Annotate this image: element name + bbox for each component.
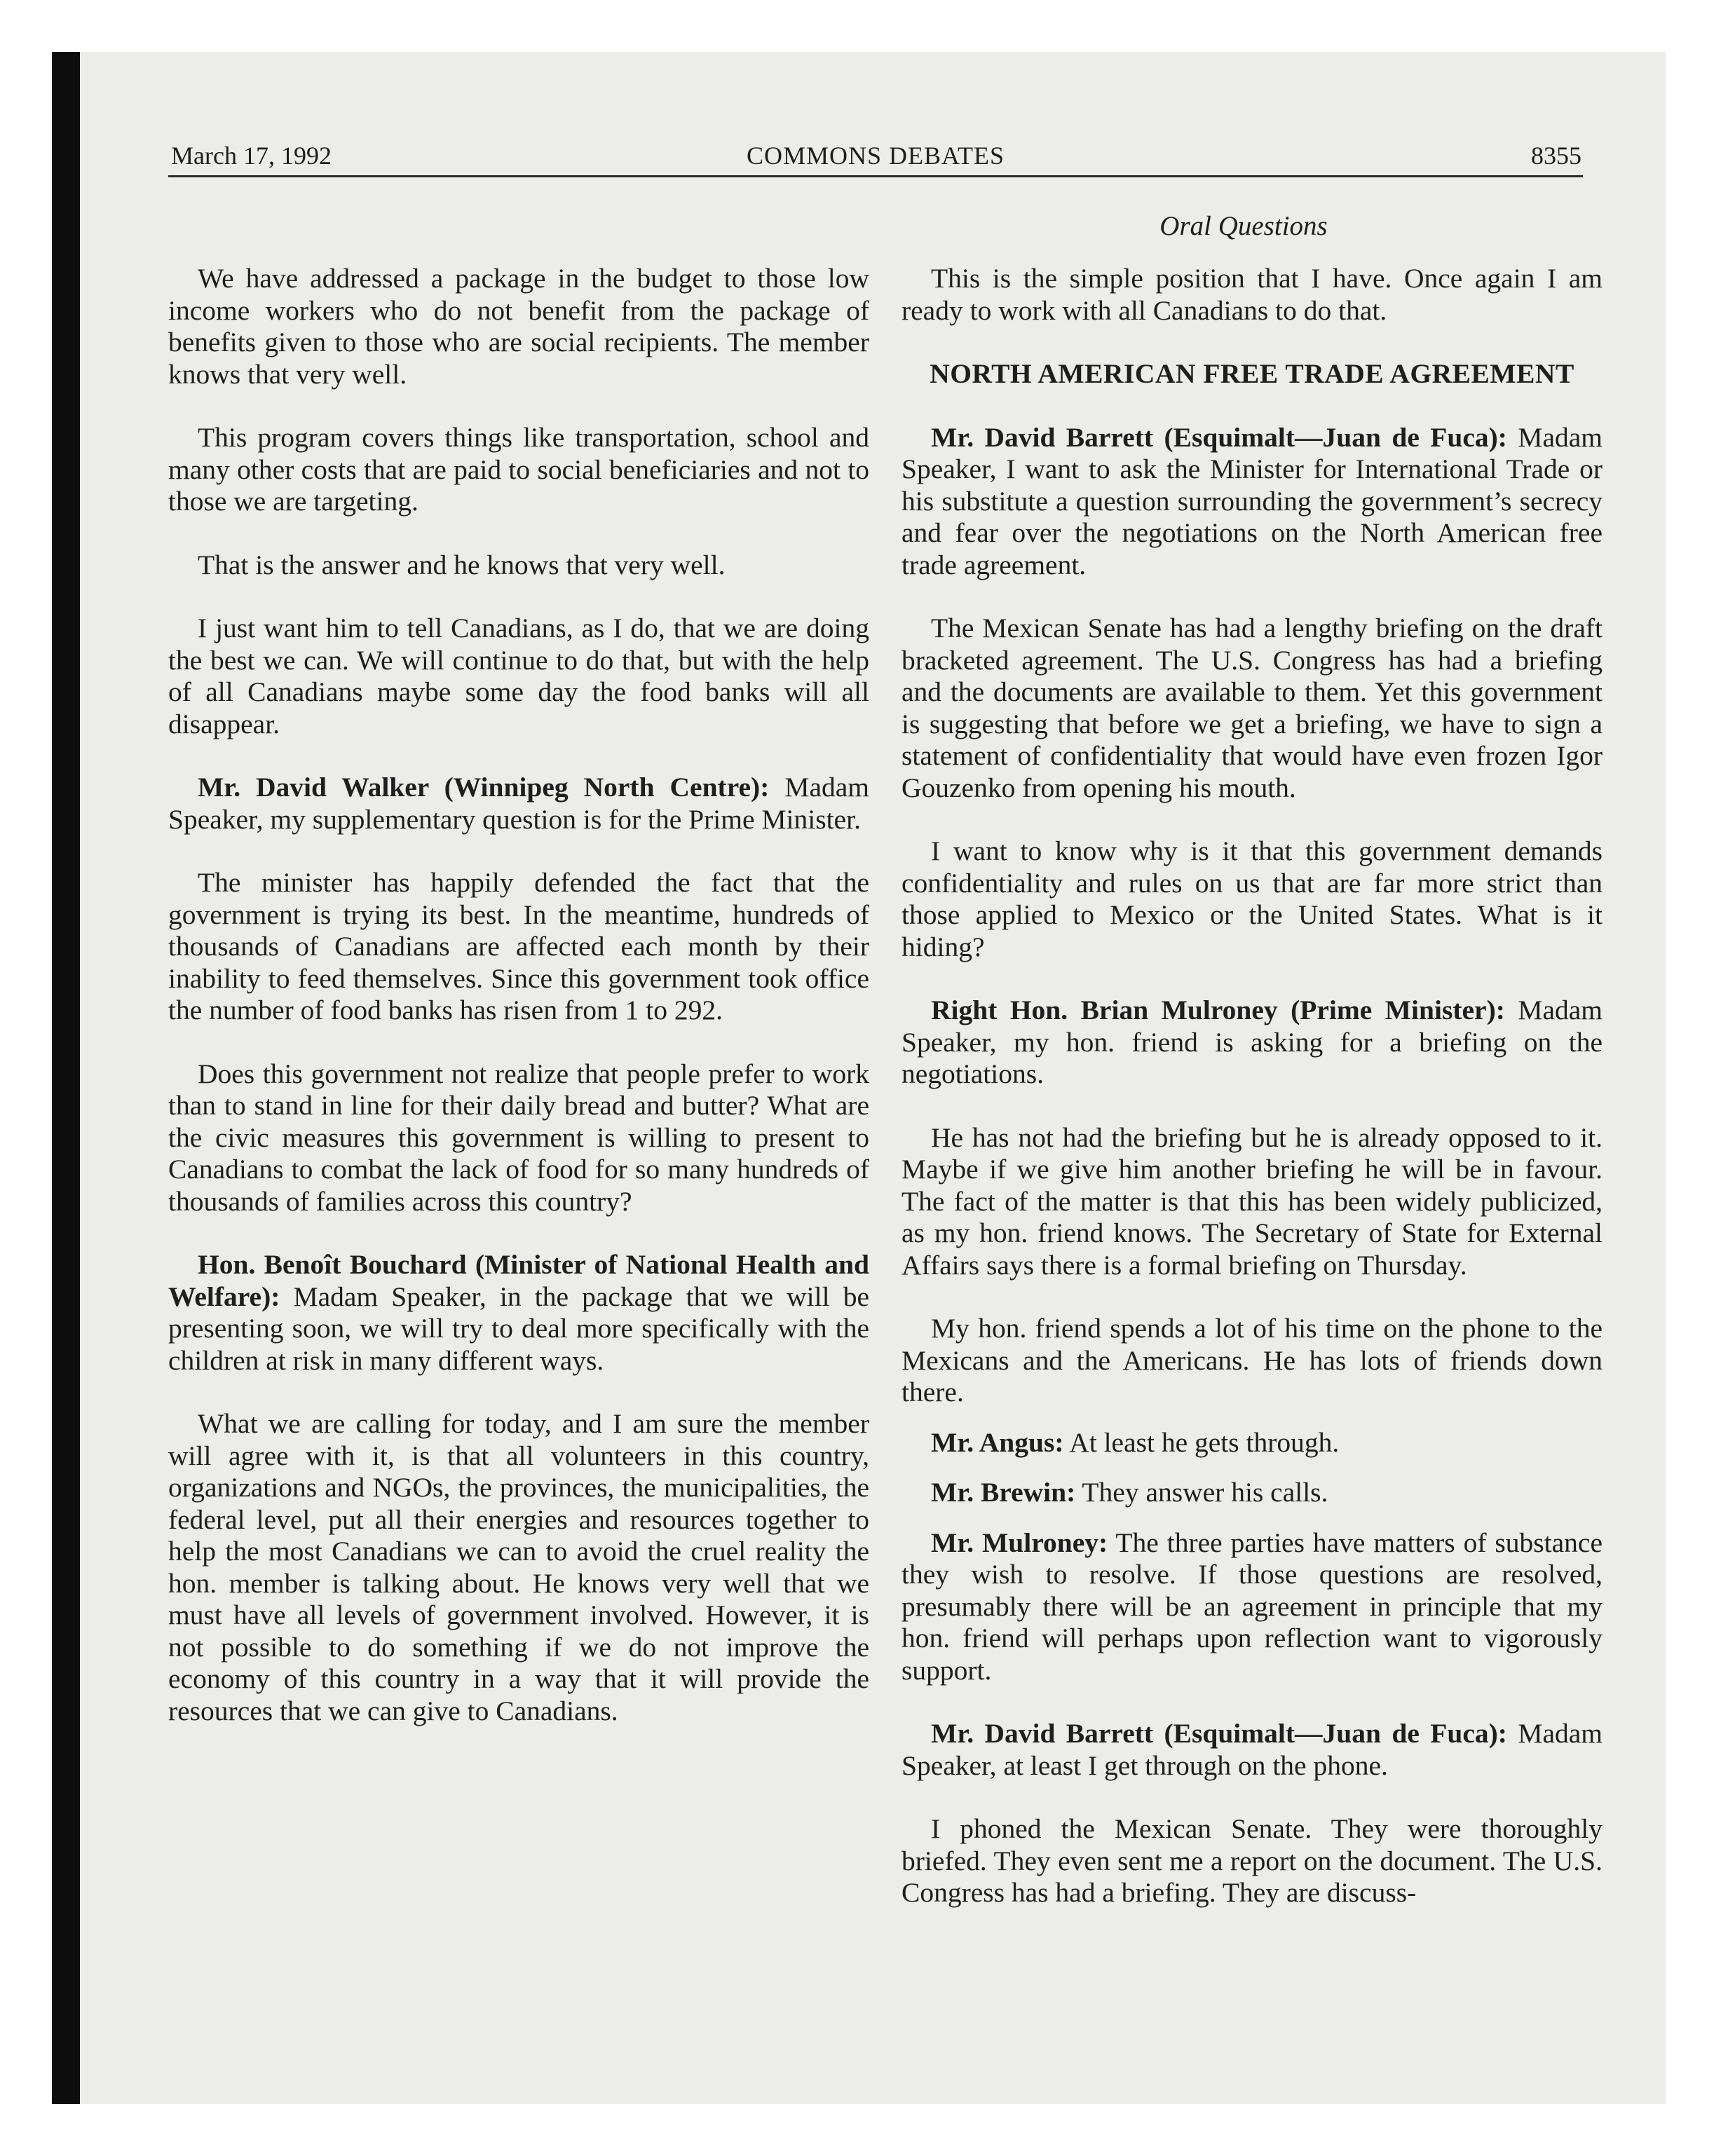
left-column xyxy=(168,263,869,1759)
speech-text: Madam Speaker, my supplementary question is for the Prime Minister. xyxy=(168,772,869,835)
paragraph: This is the simple position that I have. Once again I am ready to work with all Canadians to do that. xyxy=(901,263,1603,326)
section-heading: NORTH AMERICAN FREE TRADE AGREEMENT xyxy=(930,358,1574,389)
paragraph: I just want him to tell Canadians, as I do, that we are doing the best we can. We will continue to do that, but with the help of all Canadians maybe some day the food banks will all disappear. xyxy=(168,613,869,739)
speaker-paragraph xyxy=(901,422,1603,582)
speaker-name: Mr. David Barrett (Esquimalt—Juan de Fuca): xyxy=(931,1718,1507,1749)
speaker-paragraph xyxy=(901,1718,1603,1782)
paragraph: I phoned the Mexican Senate. They were thoroughly briefed. They even sent me a report on the document. The U.S. Congress has had a briefing. They are discuss- xyxy=(901,1813,1603,1908)
speech-text: They answer his calls. xyxy=(1075,1477,1328,1508)
paragraph: My hon. friend spends a lot of his time on the phone to the Mexicans and the Americans. He has lots of friends down there. xyxy=(901,1313,1603,1407)
speech-text: Madam Speaker, I want to ask the Minister for International Trade or his substitute a question surrounding the government’s secrecy and fear over the negotiations on the North American free trade agreement. xyxy=(901,421,1603,580)
paragraph: Does this government not realize that people prefer to work than to stand in line for their daily bread and butter? What are the civic measures this government is willing to present to Canadians to combat the lack of food for so many hundreds of thousands of families across this country? xyxy=(168,1058,869,1217)
paragraph: What we are calling for today, and I am sure the member will agree with it, is that all volunteers in this country, organizations and NGOs, the provinces, the municipalities, the federal level, put all their energies and resources together to help the most Canadians we can to avoid the cruel reality the hon. member is talking about. He knows very well that we must have all levels of government involved. However, it is not possible to do something if we do not improve the economy of this country in a way that it will provide the resources that we can give to Canadians. xyxy=(168,1408,869,1726)
speaker-paragraph xyxy=(168,1249,869,1377)
speaker-paragraph xyxy=(168,772,869,835)
paragraph: He has not had the briefing but he is already opposed to it. Maybe if we give him another briefing he will be in favour. The fact of the matter is that this has been widely publicized, as my hon. friend knows. The Secretary of State for External Affairs says there is a formal briefing on Thursday. xyxy=(901,1121,1603,1281)
header-date: March 17, 1992 xyxy=(171,142,332,170)
speaker-name: Mr. David Barrett (Esquimalt—Juan de Fuca): xyxy=(931,421,1507,453)
binding-edge xyxy=(52,52,80,2104)
speech-text: At least he gets through. xyxy=(1063,1426,1340,1458)
speech-text: The three parties have matters of substance they wish to resolve. If those questions are resolved, presumably there will be an agreement in principle that my hon. friend will perhaps upon reflection want to vigorously support. xyxy=(901,1527,1603,1686)
speaker-paragraph xyxy=(901,1527,1603,1687)
paragraph: That is the answer and he knows that very well. xyxy=(198,549,726,580)
speaker-name: Mr. Angus: xyxy=(931,1426,1064,1458)
running-header xyxy=(168,133,1583,177)
right-column xyxy=(901,263,1603,1941)
speech-text: Madam Speaker, in the package that we will be presenting soon, we will try to deal more specifically with the children at risk in many different ways. xyxy=(168,1281,869,1376)
paragraph: We have addressed a package in the budget to those low income workers who do not benefit from the package of benefits given to those who are social recipients. The member knows that very well. xyxy=(168,263,869,390)
speech-text: Madam Speaker, at least I get through on the phone. xyxy=(901,1718,1603,1781)
header-title: COMMONS DEBATES xyxy=(746,142,1005,170)
speaker-paragraph xyxy=(901,1427,1603,1459)
speaker-name: Mr. Brewin: xyxy=(931,1477,1076,1508)
paragraph: This program covers things like transportation, school and many other costs that are paid to social beneficiaries and not to those we are targeting. xyxy=(168,422,869,517)
speaker-name: Hon. Benoît Bouchard (Minister of National Health and Welfare): xyxy=(168,1249,869,1312)
page-number: 8355 xyxy=(1531,142,1581,170)
speaker-name: Right Hon. Brian Mulroney (Prime Minister): xyxy=(931,995,1505,1025)
paragraph: The Mexican Senate has had a lengthy briefing on the draft bracketed agreement. The U.S. Congress has had a briefing and the documents are available to them. Yet this government is suggesting that before we get a briefing, we have to sign a statement of confidentiality that would have even frozen Igor Gouzenko from opening his mouth. xyxy=(901,613,1603,803)
paragraph: The minister has happily defended the fact that the government is trying its best. In the meantime, hundreds of thousands of Canadians are affected each month by their inability to feed themselves. Since this government took office the number of food banks has risen from 1 to 292. xyxy=(168,867,869,1025)
paragraph: I want to know why is it that this government demands confidentiality and rules on us that are far more strict than those applied to Mexico or the United States. What is it hiding? xyxy=(901,835,1603,962)
speaker-name: Mr. David Walker (Winnipeg North Centre): xyxy=(198,772,770,803)
speech-text: Madam Speaker, my hon. friend is asking for a briefing on the negotiations. xyxy=(901,995,1603,1089)
speaker-paragraph xyxy=(901,1477,1603,1509)
speaker-name: Mr. Mulroney: xyxy=(931,1527,1108,1558)
speaker-paragraph xyxy=(901,995,1603,1091)
section-label: Oral Questions xyxy=(1159,211,1328,241)
